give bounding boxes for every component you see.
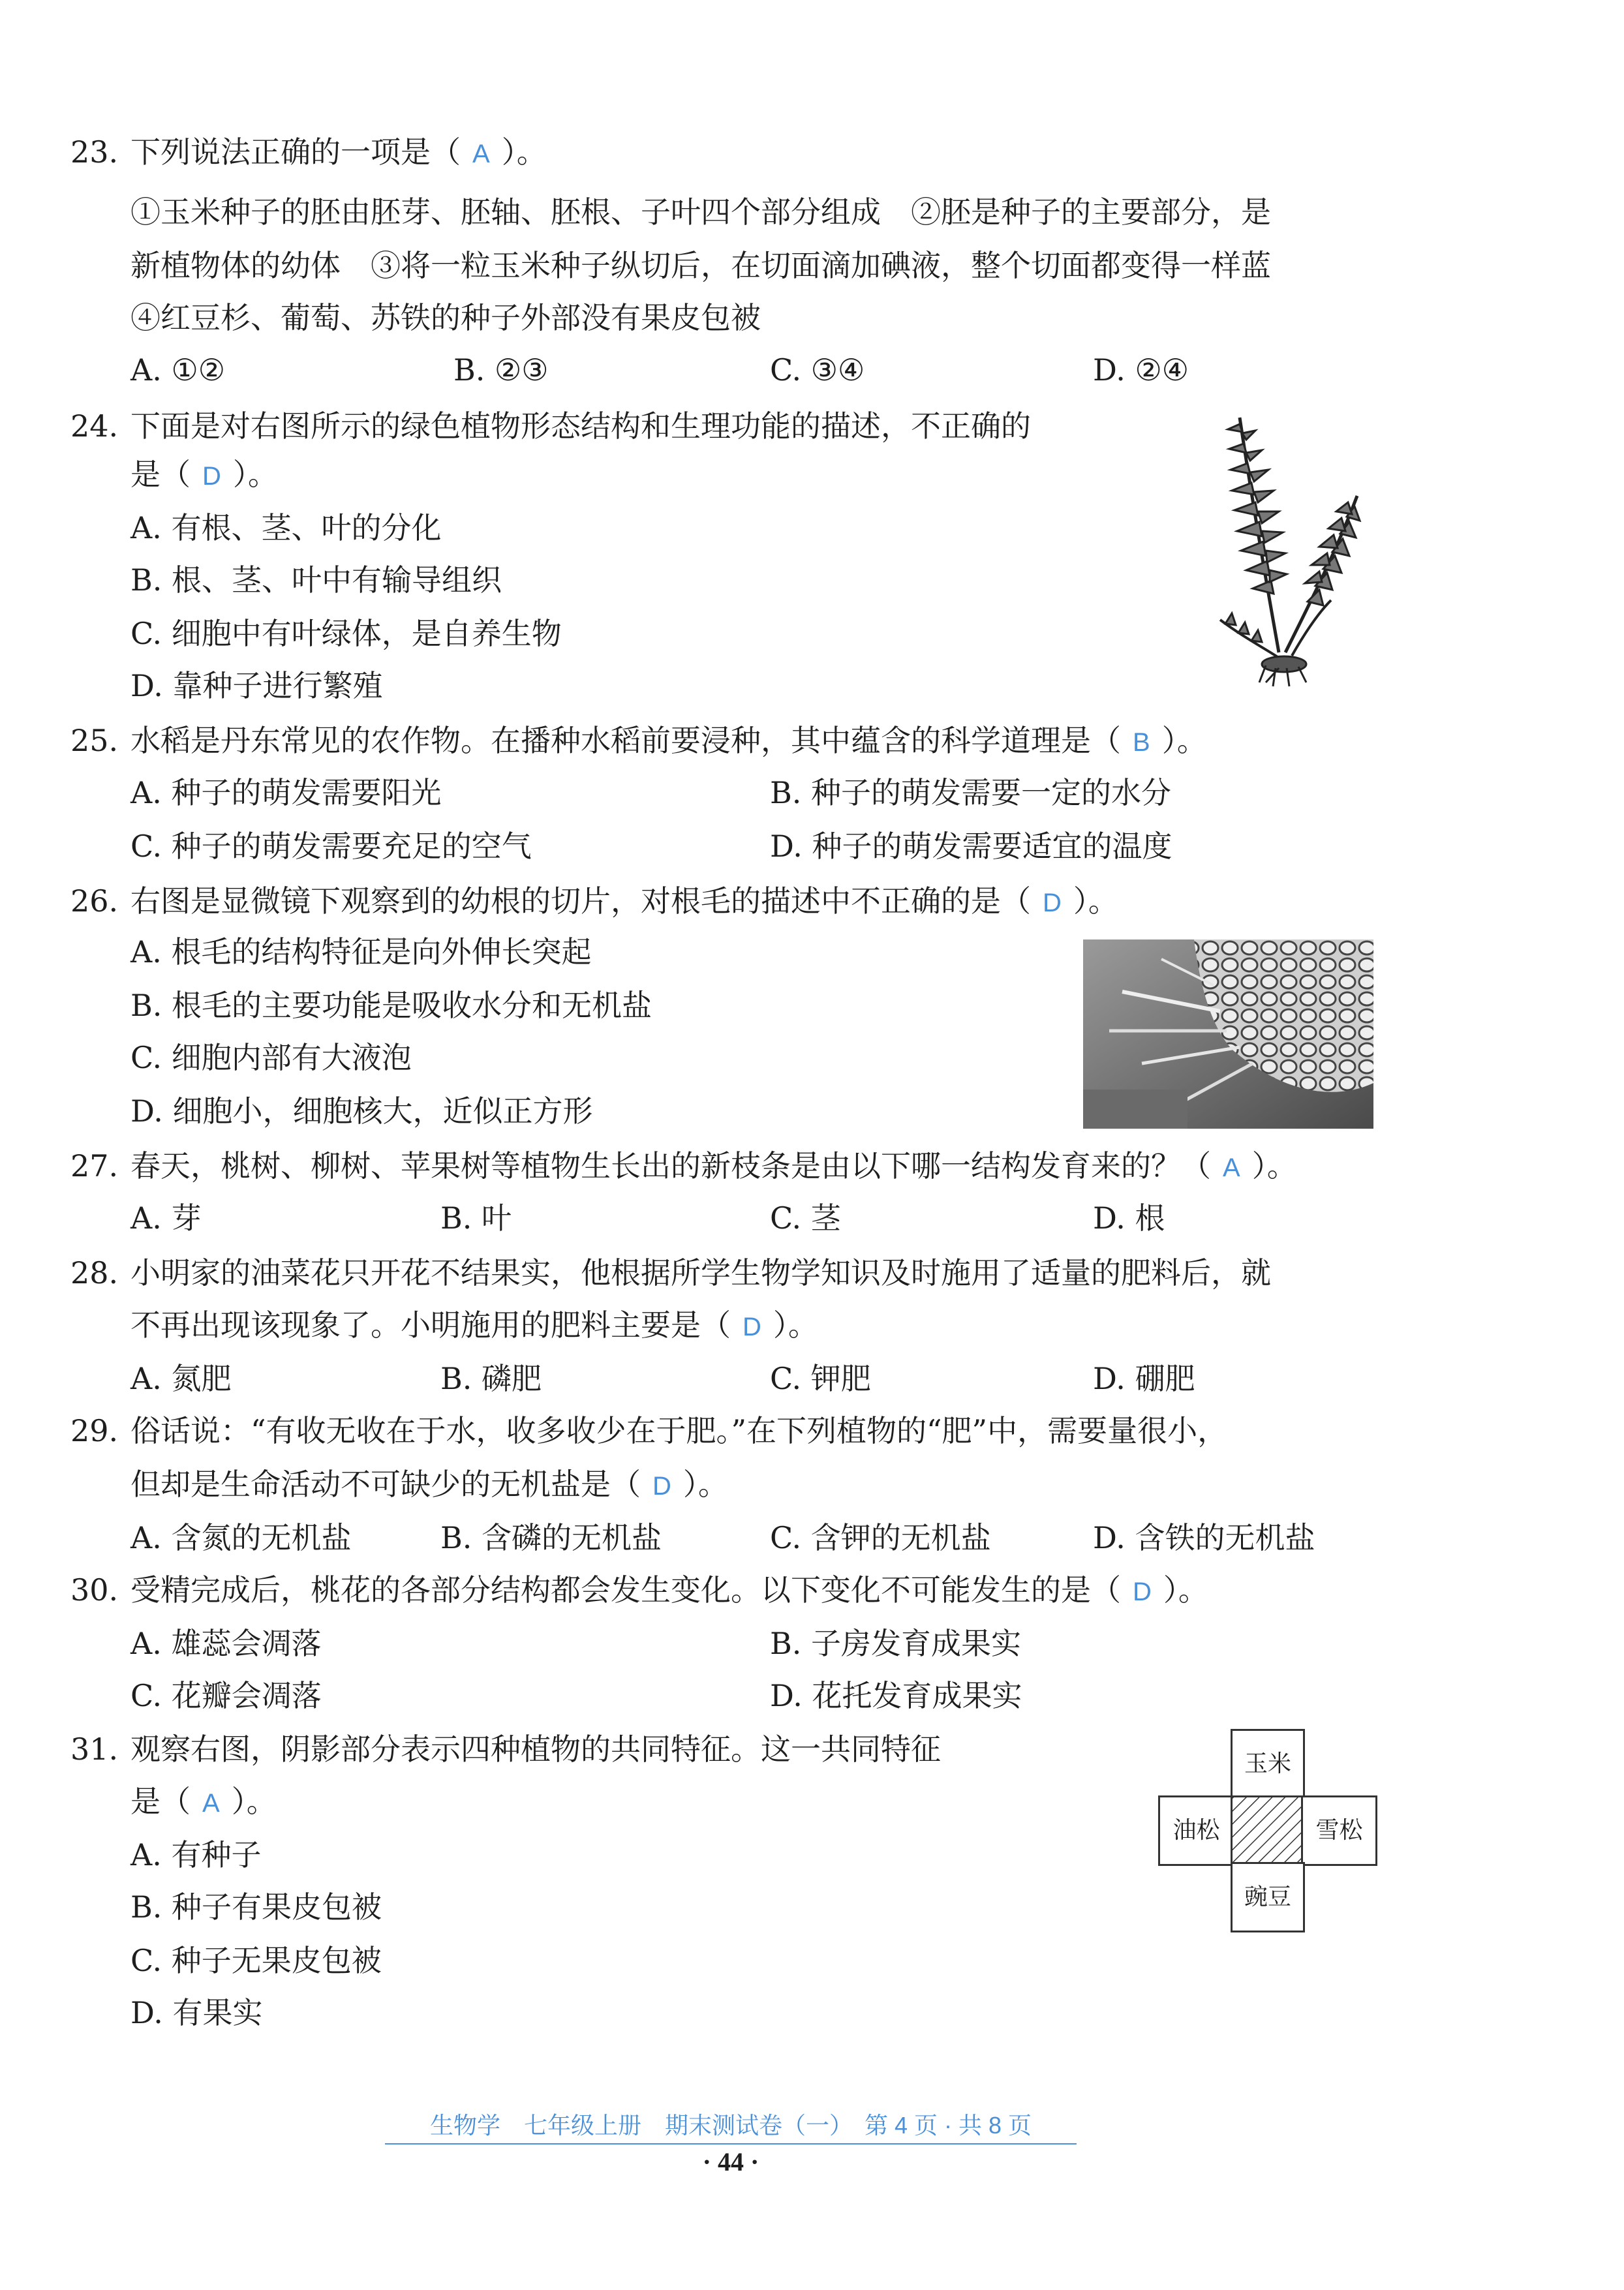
question-number: 26. — [70, 883, 119, 919]
question-29 — [70, 1414, 1227, 1447]
option-a: A. ①② — [130, 352, 225, 388]
hatch-pattern — [1233, 1797, 1303, 1864]
question-stem-end: ）。 — [501, 134, 547, 170]
question-stem-end: ）。 — [232, 457, 278, 492]
option-d: D. 花托发育成果实 — [770, 1678, 1022, 1713]
question-stem: 不再出现该现象了。小明施用的肥料主要是（ — [130, 1307, 731, 1343]
option-d: D. 含铁的无机盐 — [1093, 1520, 1315, 1555]
question-stem-line2 — [130, 1309, 818, 1343]
question-stem-end: ）。 — [773, 1307, 818, 1343]
question-number: 30. — [70, 1572, 119, 1608]
option-c: C. 细胞内部有大液泡 — [130, 1040, 412, 1075]
option-d: D. ②④ — [1093, 352, 1189, 388]
question-number: 28. — [70, 1255, 119, 1290]
diagram-cell-right: 雪松 — [1301, 1795, 1377, 1866]
statement-line: ①玉米种子的胚由胚芽、胚轴、胚根、子叶四个部分组成 ②胚是种子的主要部分，是 — [130, 194, 1271, 230]
question-stem-end: ）。 — [1073, 883, 1118, 919]
option-c: C. 种子无果皮包被 — [130, 1943, 382, 1978]
question-stem: 是（ — [130, 457, 191, 492]
option-a: A. 雄蕊会凋落 — [130, 1626, 322, 1661]
option-c: C. 花瓣会凋落 — [130, 1678, 322, 1713]
question-30 — [70, 1574, 1208, 1608]
question-26 — [70, 885, 1118, 919]
option-d: D. 硼肥 — [1093, 1361, 1195, 1396]
question-stem: 下列说法正确的一项是（ — [130, 134, 461, 170]
question-number: 25. — [70, 723, 119, 758]
page-number: · 44 · — [702, 2147, 759, 2176]
footer-caption: 生物学 七年级上册 期末测试卷（一） 第 4 页 · 共 8 页 — [385, 2107, 1077, 2145]
answer-mark: A — [202, 1789, 220, 1818]
answer-mark: D — [202, 462, 221, 491]
option-b: B. 根毛的主要功能是吸收水分和无机盐 — [130, 988, 652, 1023]
question-stem: 春天，桃树、柳树、苹果树等植物生长出的新枝条是由以下哪一结构发育来的？（ — [130, 1148, 1211, 1183]
option-b: B. 叶 — [440, 1200, 512, 1236]
answer-mark: A — [1223, 1153, 1240, 1182]
answer-mark: B — [1133, 728, 1150, 757]
option-d: D. 细胞小，细胞核大，近似正方形 — [130, 1093, 593, 1129]
question-stem: 但却是生命活动不可缺少的无机盐是（ — [130, 1467, 641, 1502]
question-27 — [70, 1150, 1297, 1184]
option-a: A. 芽 — [130, 1200, 202, 1236]
option-d: D. 根 — [1093, 1200, 1165, 1236]
root-hair-micrograph — [1083, 939, 1373, 1129]
option-b: B. 磷肥 — [440, 1361, 542, 1396]
question-25 — [70, 724, 1207, 759]
option-b: B. 种子的萌发需要一定的水分 — [770, 775, 1172, 810]
question-number: 23. — [70, 134, 119, 170]
diagram-cell-bottom: 豌豆 — [1231, 1862, 1305, 1932]
question-stem: 观察右图，阴影部分表示四种植物的共同特征。这一共同特征 — [130, 1732, 941, 1767]
option-b: B. 子房发育成果实 — [770, 1626, 1022, 1661]
question-stem: 小明家的油菜花只开花不结果实，他根据所学生物学知识及时施用了适量的肥料后，就 — [130, 1255, 1271, 1290]
option-c: C. 含钾的无机盐 — [770, 1520, 991, 1555]
question-stem-end: ）。 — [1251, 1148, 1297, 1183]
question-stem: 是（ — [130, 1784, 191, 1819]
option-a: A. 含氮的无机盐 — [130, 1520, 352, 1555]
option-a: A. 氮肥 — [130, 1361, 232, 1396]
question-number: 29. — [70, 1413, 119, 1448]
question-23 — [70, 136, 547, 170]
question-stem: 水稻是丹东常见的农作物。在播种水稻前要浸种，其中蕴含的科学道理是（ — [130, 723, 1121, 758]
question-stem-end: ）。 — [1163, 1572, 1208, 1608]
question-number: 27. — [70, 1148, 119, 1183]
question-stem: 俗话说：“有收无收在于水，收多收少在于肥。”在下列植物的“肥”中，需要量很小， — [130, 1413, 1228, 1448]
question-stem-end: ）。 — [231, 1784, 277, 1819]
answer-mark: D — [652, 1472, 671, 1501]
option-a: A. 种子的萌发需要阳光 — [130, 775, 442, 810]
statement-line: ④红豆杉、葡萄、苏铁的种子外部没有果皮包被 — [130, 300, 761, 335]
option-c: C. 种子的萌发需要充足的空气 — [130, 829, 532, 864]
statement-line: 新植物体的幼体 ③将一粒玉米种子纵切后，在切面滴加碘液，整个切面都变得一样蓝 — [130, 248, 1271, 283]
diagram-cell-top: 玉米 — [1231, 1729, 1305, 1799]
option-d: D. 靠种子进行繁殖 — [130, 668, 383, 703]
question-stem-end: ）。 — [682, 1467, 728, 1502]
option-c: C. ③④ — [770, 352, 865, 388]
diagram-cell-center-shaded — [1231, 1795, 1305, 1866]
option-a: A. 有种子 — [130, 1837, 262, 1872]
answer-mark: D — [743, 1313, 761, 1341]
question-number: 24. — [70, 408, 119, 444]
option-d: D. 有果实 — [130, 1995, 263, 2030]
question-24 — [70, 410, 1031, 442]
question-28 — [70, 1257, 1271, 1289]
question-stem-line2 — [130, 458, 278, 493]
question-stem: 下面是对右图所示的绿色植物形态结构和生理功能的描述，不正确的 — [130, 408, 1031, 444]
option-a: A. 有根、茎、叶的分化 — [130, 510, 442, 545]
fern-plant-illustration — [1201, 405, 1383, 692]
option-d: D. 种子的萌发需要适宜的温度 — [770, 829, 1172, 864]
answer-mark: D — [1133, 1578, 1152, 1606]
question-stem-line2 — [130, 1785, 277, 1820]
diagram-cell-left: 油松 — [1158, 1795, 1234, 1866]
option-b: B. 含磷的无机盐 — [440, 1520, 662, 1555]
option-a: A. 根毛的结构特征是向外伸长突起 — [130, 934, 592, 969]
question-stem-line2 — [130, 1468, 728, 1503]
option-c: C. 茎 — [770, 1200, 841, 1236]
answer-mark: D — [1043, 889, 1062, 917]
question-stem-end: ）。 — [1161, 723, 1207, 758]
option-b: B. 种子有果皮包被 — [130, 1889, 382, 1925]
answer-mark: A — [472, 140, 490, 168]
option-b: B. ②③ — [453, 352, 549, 388]
question-stem: 受精完成后，桃花的各部分结构都会发生变化。以下变化不可能发生的是（ — [130, 1572, 1121, 1608]
option-c: C. 钾肥 — [770, 1361, 871, 1396]
question-stem: 右图是显微镜下观察到的幼根的切片，对根毛的描述中不正确的是（ — [130, 883, 1031, 919]
option-b: B. 根、茎、叶中有输导组织 — [130, 562, 502, 598]
question-number: 31. — [70, 1732, 119, 1767]
question-31 — [70, 1733, 941, 1765]
option-c: C. 细胞中有叶绿体，是自养生物 — [130, 616, 562, 651]
